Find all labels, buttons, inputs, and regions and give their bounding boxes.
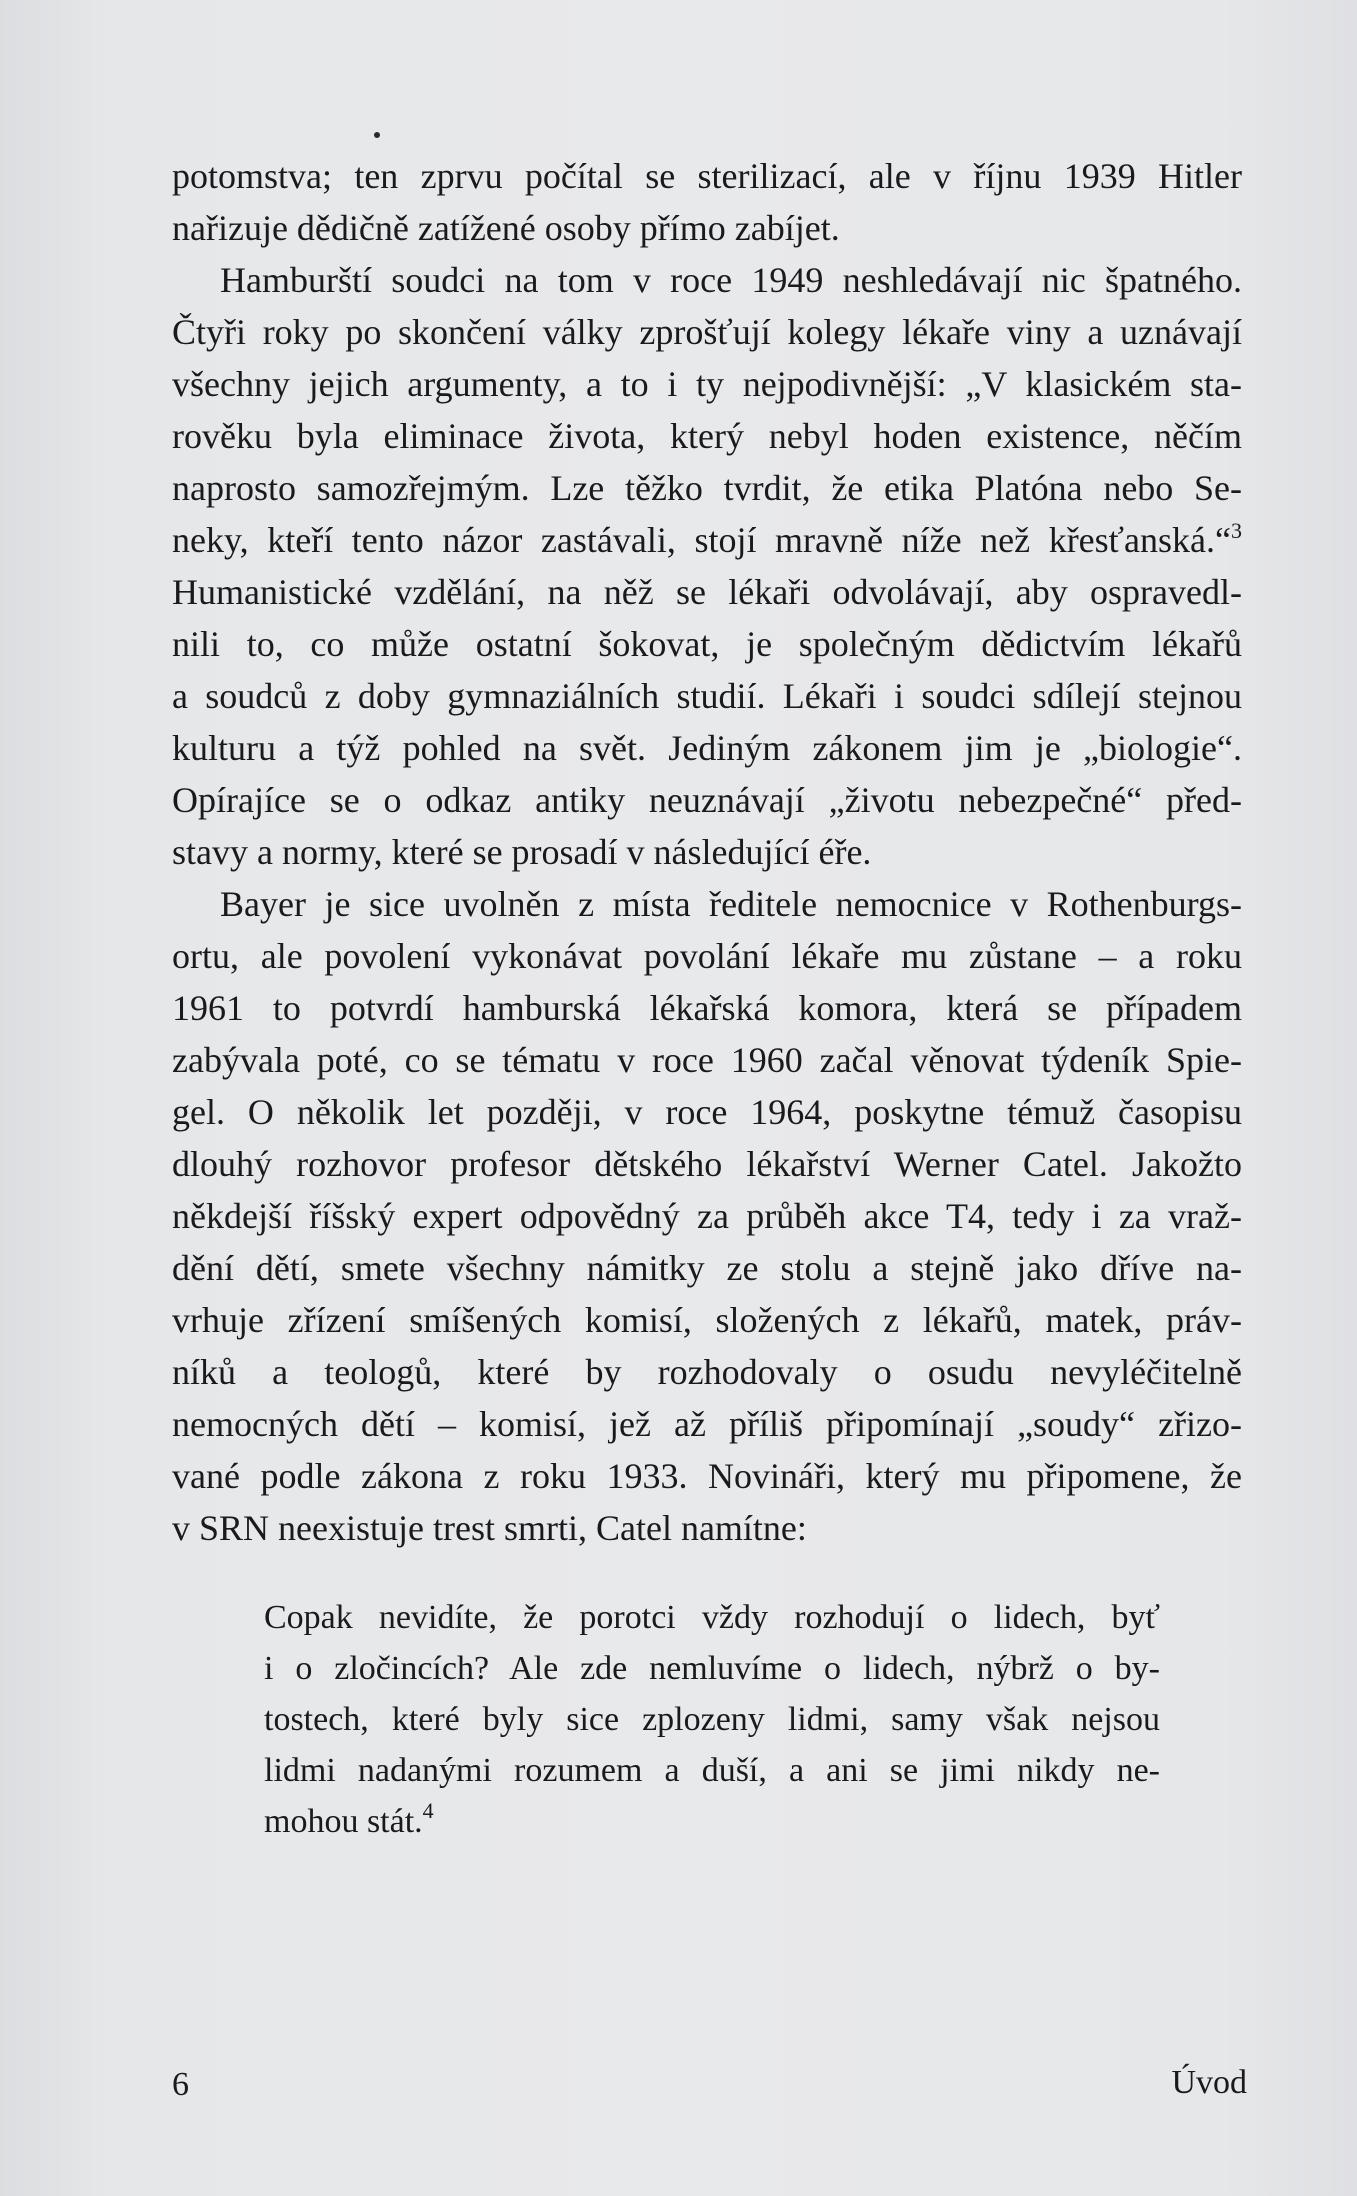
running-footer-section: Úvod [1171,2064,1247,2101]
text-line [172,1346,1242,1398]
text-line [172,150,1242,202]
line-text: neky, kteří tento názor zastávali, stojí mravně níže než křesťanská.“ [172,520,1231,560]
line-text: Bayer je sice uvolněn z místa ředitele nemocnice v Rothenburgs- [220,884,1242,924]
text-line [172,462,1242,514]
line-text: gel. O několik let později, v roce 1964, poskytne témuž časopisu [172,1092,1242,1132]
text-line [172,1242,1242,1294]
line-text: a soudců z doby gymnaziálních studií. Lékaři i soudci sdílejí stejnou [172,676,1242,716]
page-number: 6 [172,2066,189,2103]
text-line [172,618,1242,670]
text-line [172,722,1242,774]
line-text: níků a teologů, které by rozhodovaly o osudu nevyléčitelně [172,1352,1242,1392]
text-line [172,1294,1242,1346]
line-text: 1961 to potvrdí hamburská lékařská komora, která se případem [172,988,1242,1028]
text-line [172,202,1242,254]
text-line [172,254,1242,306]
text-line [172,982,1242,1034]
text-line [172,1398,1242,1450]
line-text: rověku byla eliminace života, který nebyl hoden existence, něčím [172,416,1242,456]
text-line [172,774,1242,826]
line-text: naprosto samozřejmým. Lze těžko tvrdit, že etika Platóna nebo Se- [172,468,1242,508]
line-text: kulturu a týž pohled na svět. Jediným zákonem jim je „biologie“. [172,728,1242,768]
footnote-ref: 4 [422,1798,434,1823]
text-line [172,670,1242,722]
line-text: stavy a normy, které se prosadí v následující éře. [172,832,872,872]
text-line [172,930,1242,982]
text-line [172,1138,1242,1190]
quote-line [264,1745,1160,1796]
text-line [172,410,1242,462]
line-text: Copak nevidíte, že porotci vždy rozhodují o lidech, byť [264,1599,1160,1636]
quote-line [264,1643,1160,1694]
text-line [172,878,1242,930]
text-line [172,1034,1242,1086]
text-line [172,566,1242,618]
line-text: zabývala poté, co se tématu v roce 1960 začal věnovat týdeník Spie- [172,1040,1242,1080]
speck-mark [374,132,380,138]
line-text: v SRN neexistuje trest smrti, Catel namítne: [172,1508,807,1548]
line-text: nili to, co může ostatní šokovat, je společným dědictvím lékařů [172,624,1242,664]
line-text: dlouhý rozhovor profesor dětského lékařství Werner Catel. Jakožto [172,1144,1242,1184]
block-quote [264,1592,1160,1847]
quote-line [264,1796,1160,1847]
text-line [172,1086,1242,1138]
line-text: tostech, které byly sice zplozeny lidmi, samy však nejsou [264,1701,1160,1738]
text-line [172,1190,1242,1242]
quote-line [264,1592,1160,1643]
line-text: vané podle zákona z roku 1933. Novináři, který mu připomene, že [172,1456,1242,1496]
text-line [172,358,1242,410]
line-text: vrhuje zřízení smíšených komisí, složených z lékařů, matek, práv- [172,1300,1242,1340]
footnote-ref: 3 [1231,518,1242,543]
line-text: ortu, ale povolení vykonávat povolání lékaře mu zůstane – a roku [172,936,1242,976]
text-line [172,306,1242,358]
text-line [172,1450,1242,1502]
line-text: Humanistické vzdělání, na něž se lékaři odvolávají, aby ospravedl- [172,572,1242,612]
text-line [172,514,1242,566]
quote-line [264,1694,1160,1745]
line-text: dění dětí, smete všechny námitky ze stolu a stejně jako dříve na- [172,1248,1242,1288]
line-text: někdejší říšský expert odpovědný za průběh akce T4, tedy i za vraž- [172,1196,1242,1236]
line-text: Opírajíce se o odkaz antiky neuznávají „životu nebezpečné“ před- [172,780,1242,820]
line-text: i o zločincích? Ale zde nemluvíme o lidech, nýbrž o by- [264,1650,1160,1687]
line-text: Čtyři roky po skončení války zprošťují kolegy lékaře viny a uznávají [172,312,1242,352]
line-text: všechny jejich argumenty, a to i ty nejpodivnější: „V klasickém sta- [172,364,1242,404]
line-text: Hamburští soudci na tom v roce 1949 neshledávají nic špatného. [220,260,1242,300]
line-text: lidmi nadanými rozumem a duší, a ani se jimi nikdy ne- [264,1752,1160,1789]
body-text [172,150,1242,1554]
line-text: potomstva; ten zprvu počítal se sterilizací, ale v říjnu 1939 Hitler [172,156,1242,196]
line-text: mohou stát. [264,1803,423,1840]
line-text: nemocných dětí – komisí, jež až příliš připomínají „soudy“ zřizo- [172,1404,1242,1444]
line-text: nařizuje dědičně zatížené osoby přímo zabíjet. [172,208,840,248]
text-line [172,826,1242,878]
text-line [172,1502,1242,1554]
